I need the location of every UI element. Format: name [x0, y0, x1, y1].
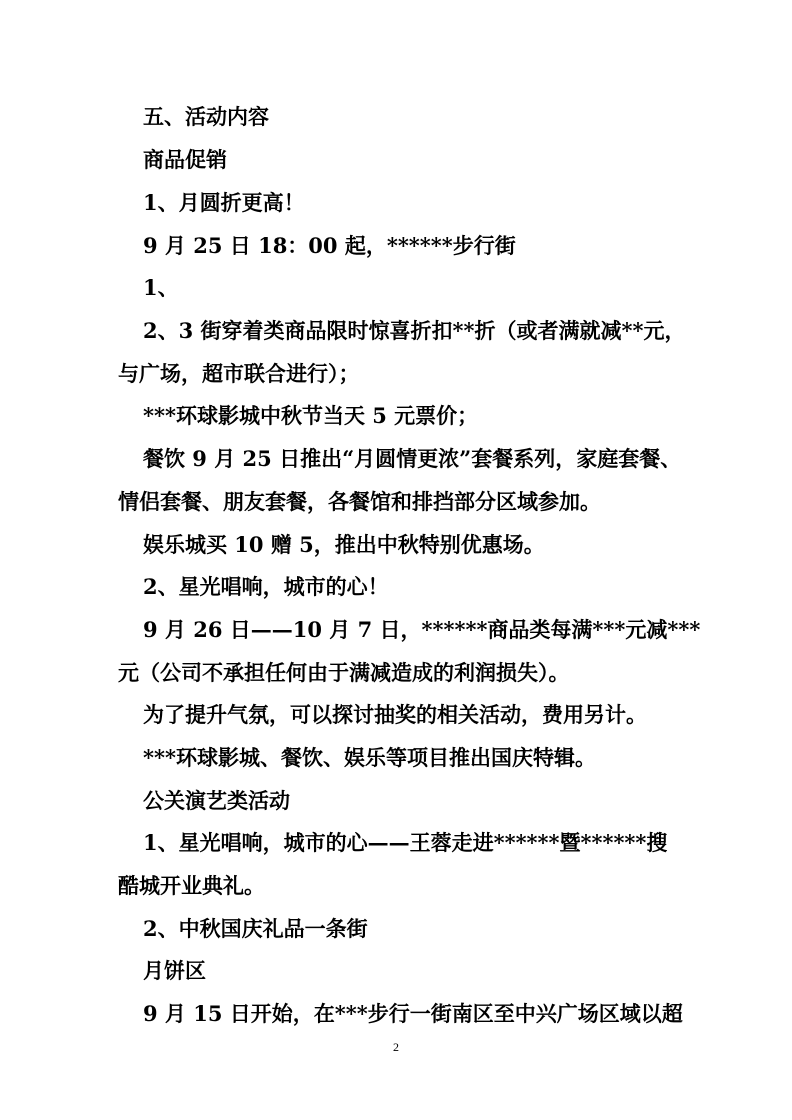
paragraph-line: 酷城开业典礼。 [118, 873, 265, 898]
paragraph-line: 情侣套餐、朋友套餐，各餐馆和排挡部分区域参加。 [118, 489, 601, 514]
paragraph-line: 9 月 15 日开始，在***步行一街南区至中兴广场区域以超 [143, 1001, 683, 1026]
paragraph-line: 元（公司不承担任何由于满减造成的利润损失）。 [118, 660, 570, 685]
paragraph-line: ***环球影城中秋节当天 5 元票价； [143, 403, 479, 428]
paragraph-line: 1、星光唱响，城市的心——王蓉走进******暨******搜 [143, 830, 668, 855]
subheading-pr-events: 公关演艺类活动 [143, 788, 290, 813]
paragraph-line: 为了提升气氛，可以探讨抽奖的相关活动，费用另计。 [143, 702, 647, 727]
page-number: 2 [393, 1040, 399, 1054]
paragraph-line: 娱乐城买 10 赠 5，推出中秋特别优惠场。 [143, 532, 545, 557]
paragraph-line: 1、 [143, 275, 179, 300]
paragraph-line: 餐饮 9 月 25 日推出“月圆情更浓”套餐系列，家庭套餐、 [143, 446, 682, 471]
subheading-promotion: 商品促销 [143, 147, 227, 172]
paragraph-line: 9 月 26 日——10 月 7 日，******商品类每满***元减*** [143, 617, 701, 642]
section-heading: 五、活动内容 [143, 104, 269, 129]
paragraph-line: 2、3 街穿着类商品限时惊喜折扣**折（或者满就减**元， [143, 318, 686, 343]
paragraph-line: 与广场，超市联合进行）； [118, 361, 360, 386]
paragraph-line: 2、中秋国庆礼品一条街 [143, 916, 368, 941]
paragraph-line: ***环球影城、餐饮、娱乐等项目推出国庆特辑。 [143, 745, 596, 770]
paragraph-line: 月饼区 [143, 958, 206, 983]
paragraph-line: 1、月圆折更高！ [143, 190, 305, 215]
paragraph-line: 2、星光唱响，城市的心！ [143, 574, 389, 599]
paragraph-line: 9 月 25 日 18：00 起，******步行街 [143, 233, 516, 258]
